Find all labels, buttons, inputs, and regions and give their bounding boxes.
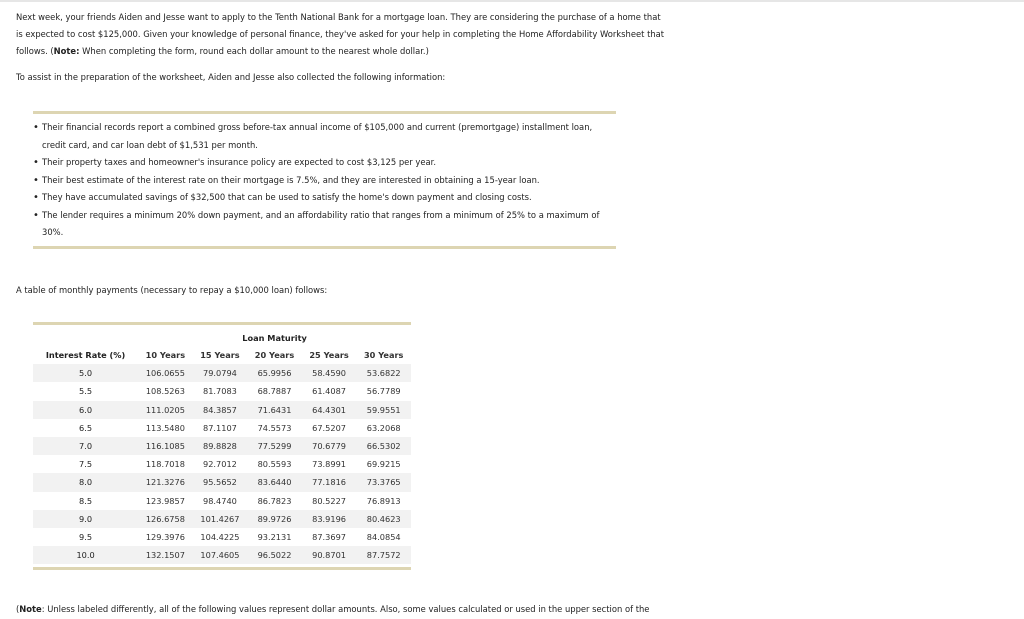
maturity-header: 15 Years: [200, 350, 240, 361]
intro-paragraph: [16, 9, 666, 60]
payment-cell: 73.3765: [356, 473, 411, 491]
payment-cell: 83.6440: [247, 473, 302, 491]
payment-cell: 107.4605: [193, 546, 248, 564]
table-row: [33, 492, 411, 510]
payment-cell: 89.9726: [247, 510, 302, 528]
payment-cell: 70.6779: [302, 437, 357, 455]
interest-rate-header: Interest Rate (%): [45, 350, 126, 361]
interest-rate-cell: 7.5: [79, 459, 93, 470]
payment-cell: 93.2131: [257, 531, 292, 542]
interest-rate-cell: 5.5: [79, 386, 93, 397]
facts-list: [33, 119, 616, 242]
table-row: [33, 528, 411, 546]
payment-cell: 77.1816: [302, 473, 357, 491]
payment-cell: 104.4225: [200, 531, 240, 542]
payment-cell: 123.9857: [145, 495, 185, 506]
table-row: [33, 473, 411, 491]
payment-cell: 64.4301: [302, 401, 357, 419]
payment-cell: 111.0205: [138, 401, 193, 419]
footer-note-label: Note: [19, 604, 42, 614]
fact-item: • Their property taxes and homeowner's insurance policy are expected to cost $3,125 per year.: [33, 154, 616, 172]
fact-item: • Their financial records report a combined gross before-tax annual income of $105,000 and current (premortgage) installment loan, credit card, and car loan debt of $1,531 per month.: [33, 119, 616, 154]
fact-item: • Their best estimate of the interest rate on their mortgage is 7.5%, and they are interested in obtaining a 15-year loan.: [33, 172, 616, 190]
loan-maturity-header: Loan Maturity: [242, 333, 307, 343]
loan-maturity-row: [33, 330, 411, 346]
payment-cell: 113.5480: [145, 422, 185, 433]
interest-rate-cell: 10.0: [33, 546, 138, 564]
payment-cell: 69.9215: [366, 459, 401, 470]
payment-cell: 66.5302: [356, 437, 411, 455]
table-row: [33, 546, 411, 564]
payment-cell: 84.0854: [366, 531, 401, 542]
facts-rule-bottom: [33, 246, 616, 249]
table-row: [33, 455, 411, 473]
payment-cell: 68.7887: [257, 386, 292, 397]
payment-cell: 80.5227: [312, 495, 346, 506]
maturity-header: 30 Years: [363, 350, 404, 361]
payment-cell: 87.1107: [203, 422, 237, 433]
payment-cell: 98.4740: [203, 495, 237, 506]
payment-cell: 108.5263: [145, 386, 185, 397]
table-intro: A table of monthly payments (necessary to repay a $10,000 loan) follows:: [16, 285, 328, 295]
payment-cell: 56.7789: [366, 386, 401, 397]
payment-cell: 87.3697: [312, 531, 346, 542]
interest-rate-cell: 9.0: [33, 510, 138, 528]
payment-cell: 83.9196: [302, 510, 357, 528]
table-row: [33, 510, 411, 528]
payment-cell: 116.1085: [138, 437, 193, 455]
maturity-header: 20 Years: [254, 350, 295, 361]
payment-cell: 74.5573: [257, 422, 292, 433]
payment-cell: 132.1507: [138, 546, 193, 564]
payment-cell: 118.7018: [145, 459, 185, 470]
payment-cell: 106.0655: [138, 364, 193, 382]
intro-note-label: Note:: [53, 46, 80, 56]
fact-item: • The lender requires a minimum 20% down payment, and an affordability ratio that ranges from a minimum of 25% to a maximum of 30%.: [33, 207, 616, 242]
payment-cell: 81.7083: [203, 386, 237, 397]
maturity-header: 10 Years: [145, 350, 186, 361]
table-row: [33, 437, 411, 455]
payment-cell: 67.5207: [312, 422, 346, 433]
interest-rate-cell: 8.5: [79, 495, 93, 506]
payment-cell: 129.3976: [145, 531, 185, 542]
payment-cell: 65.9956: [247, 364, 302, 382]
payment-cell: 87.7572: [356, 546, 411, 564]
table-row: [33, 382, 411, 400]
payment-cell: 90.8701: [302, 546, 357, 564]
payment-cell: 121.3276: [138, 473, 193, 491]
payment-cell: 89.8828: [193, 437, 248, 455]
table-row: [33, 419, 411, 437]
payment-cell: 71.6431: [247, 401, 302, 419]
payment-cell: 86.7823: [257, 495, 292, 506]
payment-cell: 80.4623: [356, 510, 411, 528]
interest-rate-cell: 9.5: [79, 531, 93, 542]
payment-cell: 76.8913: [366, 495, 401, 506]
payment-cell: 59.9551: [356, 401, 411, 419]
interest-rate-cell: 8.0: [33, 473, 138, 491]
footer-note: (Note: Unless labeled differently, all of the following values represent dollar amounts. Also, some values calculated or used in the upper section of the: [16, 604, 650, 614]
interest-rate-cell: 7.0: [33, 437, 138, 455]
payment-cell: 63.2068: [366, 422, 401, 433]
payment-cell: 96.5022: [247, 546, 302, 564]
payment-cell: 58.4590: [302, 364, 357, 382]
table-header-row: [33, 346, 411, 364]
top-divider: [0, 0, 1024, 2]
assist-paragraph: To assist in the preparation of the worksheet, Aiden and Jesse also collected the following information:: [16, 72, 446, 82]
payment-cell: 126.6758: [138, 510, 193, 528]
payment-cell: 77.5299: [247, 437, 302, 455]
payment-cell: 84.3857: [193, 401, 248, 419]
intro-text-a: Next week, your friends Aiden and Jesse want to apply to the Tenth National Bank for a mortgage loan. They are considering the purchase of a home that is expected to cost $125,000. Given your knowledge of personal finance, they've asked for your help in completing the Home Affordability Worksheet that follows. (: [16, 12, 665, 56]
intro-text-b: When completing the form, round each dollar amount to the nearest whole dollar.): [79, 46, 429, 56]
monthly-payment-table: [33, 330, 411, 564]
payment-cell: 73.8991: [312, 459, 346, 470]
table-rule-bottom: [33, 567, 411, 570]
payment-cell: 53.6822: [356, 364, 411, 382]
payment-cell: 61.4087: [312, 386, 346, 397]
payment-cell: 79.0794: [193, 364, 248, 382]
table-row: [33, 401, 411, 419]
payment-cell: 92.7012: [203, 459, 237, 470]
payment-cell: 80.5593: [257, 459, 292, 470]
footer-note-text: : Unless labeled differently, all of the following values represent dollar amounts. Also, some values calculated or used in the upper section of the: [41, 604, 650, 614]
interest-rate-cell: 6.0: [33, 401, 138, 419]
payment-cell: 95.5652: [193, 473, 248, 491]
interest-rate-cell: 5.0: [33, 364, 138, 382]
table-rule-top: [33, 322, 411, 325]
interest-rate-cell: 6.5: [79, 422, 93, 433]
facts-rule-top: [33, 111, 616, 114]
fact-item: • They have accumulated savings of $32,500 that can be used to satisfy the home's down payment and closing costs.: [33, 189, 616, 207]
table-row: [33, 364, 411, 382]
maturity-header: 25 Years: [309, 350, 349, 361]
payment-cell: 101.4267: [193, 510, 248, 528]
